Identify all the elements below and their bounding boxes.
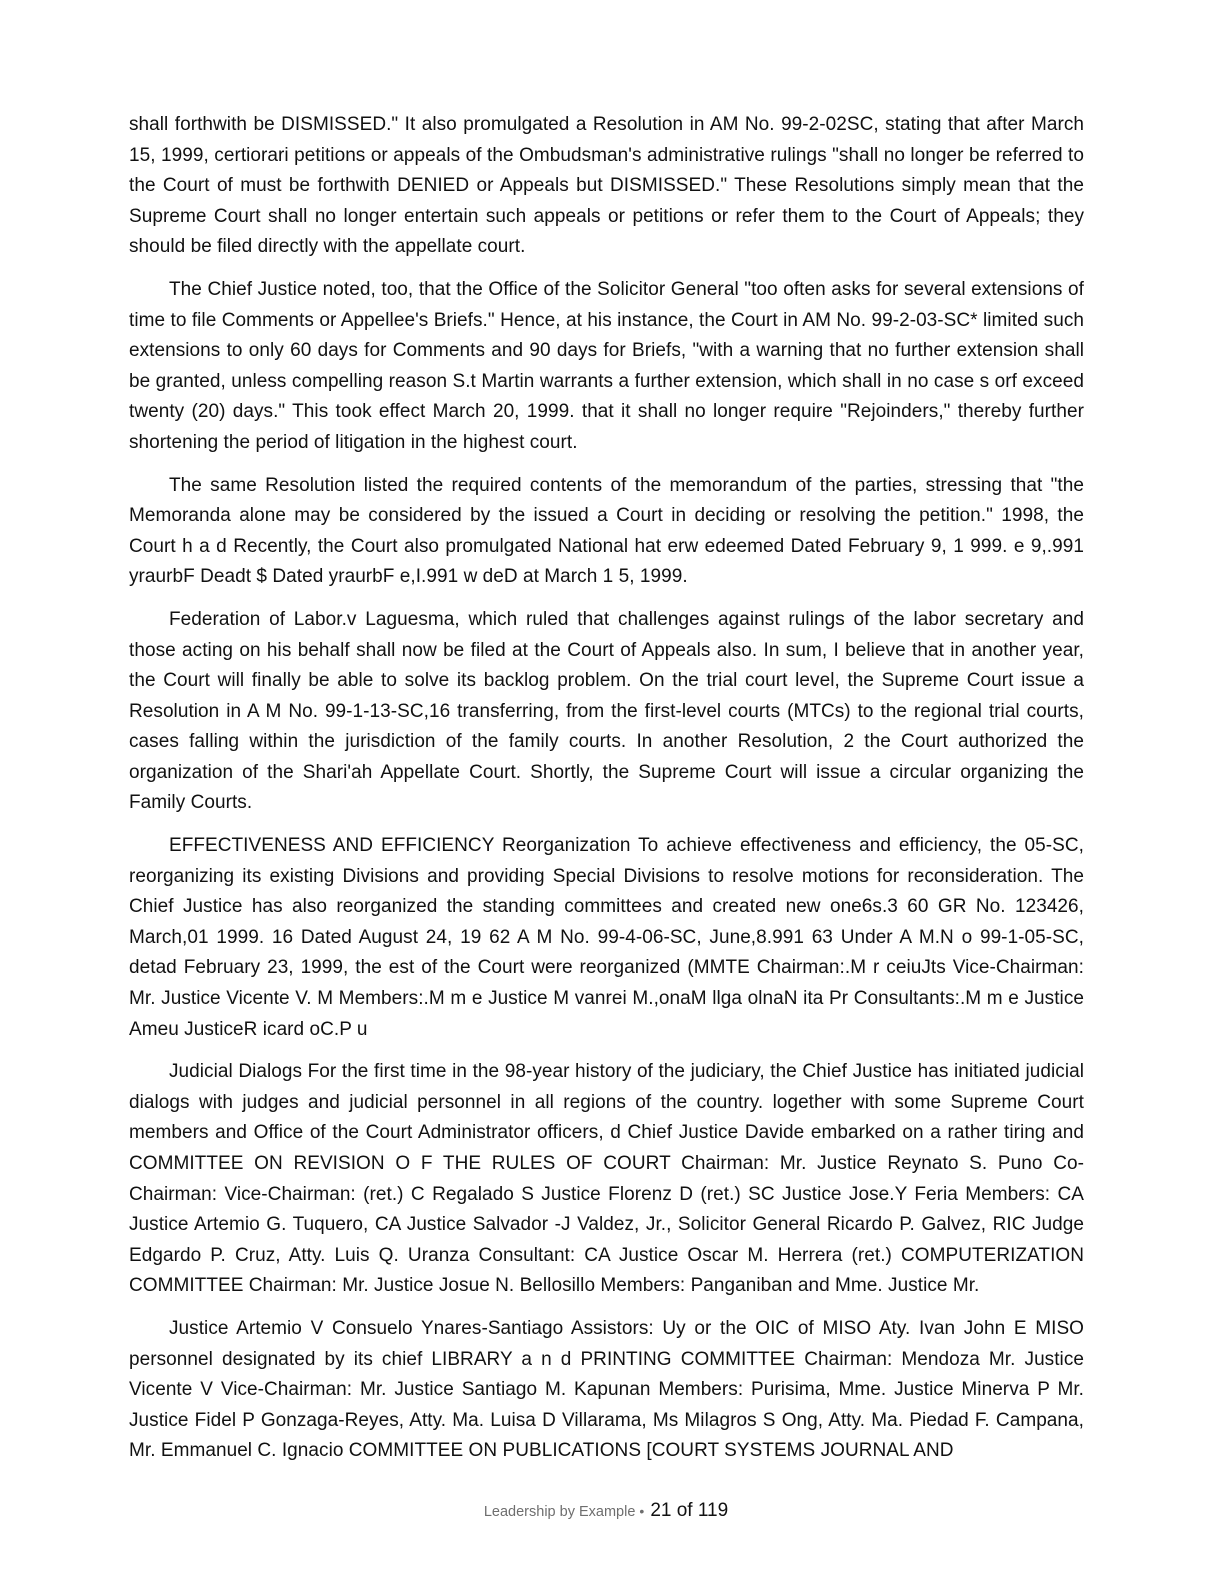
paragraph-dismissed-resolution: shall forthwith be DISMISSED." It also promulgated a Resolution in AM No. 99-2-02SC, stating that after March 15, 1999, certiorari petitions or appeals of the Ombudsman's administrative rulings "shall no longer be referred to the Court of must be forthwith DENIED or Appeals but DISMISSED." These Resolutions simply mean that the Supreme Court shall no longer entertain such appeals or petitions or refer them to the Court of Appeals; they should be filed directly with the appellate court. <box>129 114 1084 258</box>
paragraph-solicitor-general: The Chief Justice noted, too, that the Office of the Solicitor General "too often asks for several extensions of time to file Comments or Appellee's Briefs." Hence, at his instance, the Court in AM No. 99-2-03-SC* limited such extensions to only 60 days for Comments and 90 days for Briefs, "with a warning that no further extension shall be granted, unless compelling reason S.t Martin warrants a further extension, which shall in no case s orf exceed twenty (20) days." This took effect March 20, 1999. that it shall no longer require "Rejoinders," thereby further shortening the period of litigation in the highest court. <box>129 278 1084 453</box>
footer-bullet: • <box>639 1503 645 1519</box>
paragraph-memoranda: The same Resolution listed the required contents of the memorandum of the parties, stressing that "the Memoranda alone may be considered by the issued a Court in deciding or resolving the petition." 1998, the Court h a d Recently, the Court also promulgated National hat erw edeemed Dated February 9, 1 999. e 9,.991 yraurbF Deadt $ Dated yraurbF e,I.991 w deD at March 1 5, 1999. <box>129 474 1084 588</box>
paragraph-committees: Justice Artemio V Consuelo Ynares-Santiago Assistors: Uy or the OIC of MISO Aty. Ivan John E MISO personnel designated by its chief LIBRARY a n d PRINTING COMMITTEE Chairman: Mendoza Mr. Justice Vicente V Vice-Chairman: Mr. Justice Santiago M. Kapunan Members: Purisima, Mme. Justice Minerva P Mr. Justice Fidel P Gonzaga-Reyes, Atty. Ma. Luisa D Villarama, Ms Milagros S Ong, Atty. Ma. Piedad F. Campana, Mr. Emmanuel C. Ignacio COMMITTEE ON PUBLICATIONS [COURT SYSTEMS JOURNAL AND <box>129 1317 1084 1462</box>
paragraph-effectiveness-efficiency: EFFECTIVENESS AND EFFICIENCY Reorganization To achieve effectiveness and efficiency, the 05-SC, reorganizing its existing Divisions and providing Special Divisions to resolve motions for reconsideration. The Chief Justice has also reorganized the standing committees and created new one6s.3 60 GR No. 123426, March,01 1999. 16 Dated August 24, 19 62 A M No. 99-4-06-SC, June,8.991 63 Under A M.N o 99-1-05-SC, detad February 23, 1999, the est of the Court were reorganized (MMTE Chairman:.M r ceiuJts Vice-Chairman: Mr. Justice Vicente V. M Members:.M m e Justice M vanrei M.,onaM llga olnaN ita Pr Consultants:.M m e Justice Ameu JusticeR icard oC.P u <box>129 835 1084 1040</box>
paragraph-judicial-dialogs: Judicial Dialogs For the first time in the 98-year history of the judiciary, the Chief Justice has initiated judicial dialogs with judges and judicial personnel in all regions of the country. logether with some Supreme Court members and Office of the Court Administrator officers, d Chief Justice Davide embarked on a rather tiring and COMMITTEE ON REVISION O F THE RULES OF COURT Chairman: Mr. Justice Reynato S. Puno Co-Chairman: Vice-Chairman: (ret.) C Regalado S Justice Florenz D (ret.) SC Justice Jose.Y Feria Members: CA Justice Artemio G. Tuquero, CA Justice Salvador -J Valdez, Jr., Solicitor General Ricardo P. Galvez, RIC Judge Edgardo P. Cruz, Atty. Luis Q. Uranza Consultant: CA Justice Oscar M. Herrera (ret.) COMPUTERIZATION COMMITTEE Chairman: Mr. Justice Josue N. Bellosillo Members: Panganiban and Mme. Justice Mr. <box>129 1061 1084 1297</box>
document-body <box>129 110 1084 1479</box>
paragraph-federation-of-labor: Federation of Labor.v Laguesma, which ruled that challenges against rulings of the labor secretary and those acting on his behalf shall now be filed at the Court of Appeals also. In sum, I believe that in another year, the Court will finally be able to solve its backlog problem. On the trial court level, the Supreme Court issue a Resolution in A M No. 99-1-13-SC,16 transferring, from the first-level courts (MTCs) to the regional trial courts, cases falling within the jurisdiction of the family courts. In another Resolution, 2 the Court authorized the organization of the Shari'ah Appellate Court. Shortly, the Supreme Court will issue a circular organizing the Family Courts. <box>129 608 1084 814</box>
footer-document-title: Leadership by Example <box>483 1504 636 1520</box>
page-footer <box>0 1500 1212 1522</box>
page-number: 21 of 119 <box>650 1500 729 1521</box>
